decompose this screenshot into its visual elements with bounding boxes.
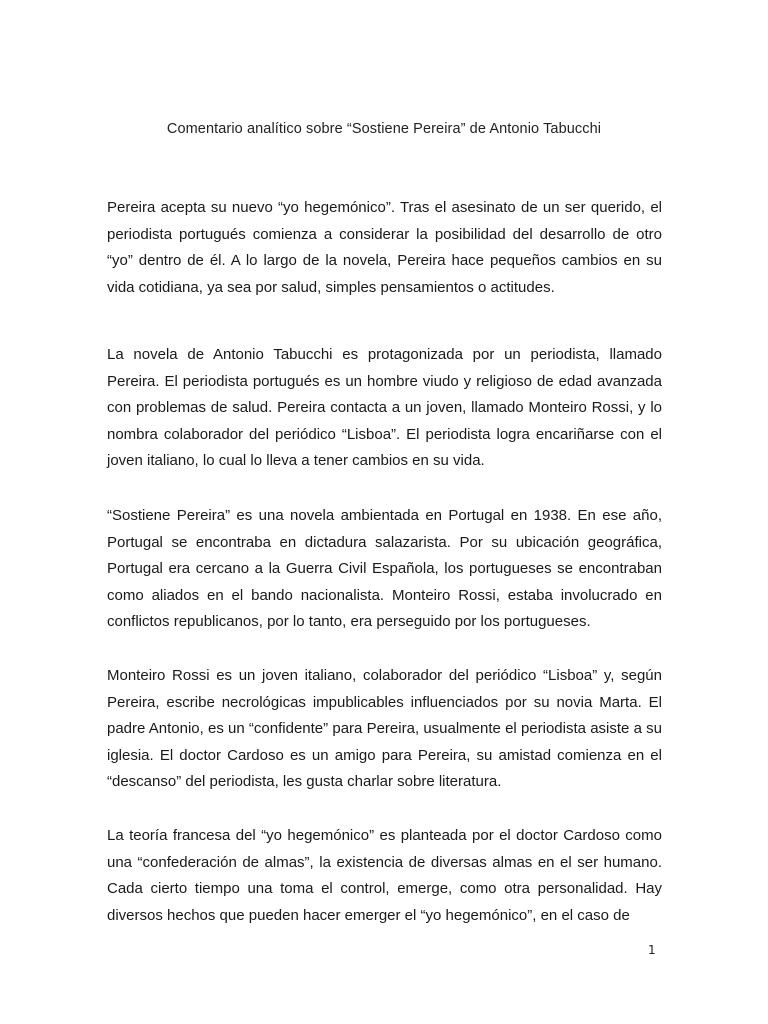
paragraph-2: La novela de Antonio Tabucchi es protagonizada por un periodista, llamado Pereira. El periodista portugués es un hombre viudo y religioso de edad avanzada con problemas de salud. Pereira contacta a un joven, llamado Monteiro Rossi, y lo nombra colaborador del periódico “Lisboa”. El periodista logra encariñarse con el joven italiano, lo cual lo lleva a tener cambios en su vida. [107,346,662,470]
page-number: 1 [648,943,656,957]
paragraph-4: Monteiro Rossi es un joven italiano, colaborador del periódico “Lisboa” y, según Pereira, escribe necrológicas impublicables influenciados por su novia Marta. El padre Antonio, es un “confidente” para Pereira, usualmente el periodista asiste a su iglesia. El doctor Cardoso es un amigo para Pereira, su amistad comienza en el “descanso” del periodista, les gusta charlar sobre literatura. [107,667,662,791]
paragraph-3: “Sostiene Pereira” es una novela ambientada en Portugal en 1938. En ese año, Portugal se encontraba en dictadura salazarista. Por su ubicación geográfica, Portugal era cercano a la Guerra Civil Española, los portugueses se encontraban como aliados en el bando nacionalista. Monteiro Rossi, estaba involucrado en conflictos republicanos, por lo tanto, era perseguido por los portugueses. [107,507,662,631]
paragraph-5: La teoría francesa del “yo hegemónico” es planteada por el doctor Cardoso como una “confederación de almas”, la existencia de diversas almas en el ser humano. Cada cierto tiempo una toma el control, emerge, como otra personalidad. Hay diversos hechos que pueden hacer emerger el “yo hegemónico”, en el caso de [107,827,662,924]
document-title: Comentario analítico sobre “Sostiene Pereira” de Antonio Tabucchi [166,121,602,137]
paragraph-1: Pereira acepta su nuevo “yo hegemónico”. Tras el asesinato de un ser querido, el periodista portugués comienza a considerar la posibilidad del desarrollo de otro “yo” dentro de él. A lo largo de la novela, Pereira hace pequeños cambios en su vida cotidiana, ya sea por salud, simples pensamientos o actitudes. [107,199,662,296]
